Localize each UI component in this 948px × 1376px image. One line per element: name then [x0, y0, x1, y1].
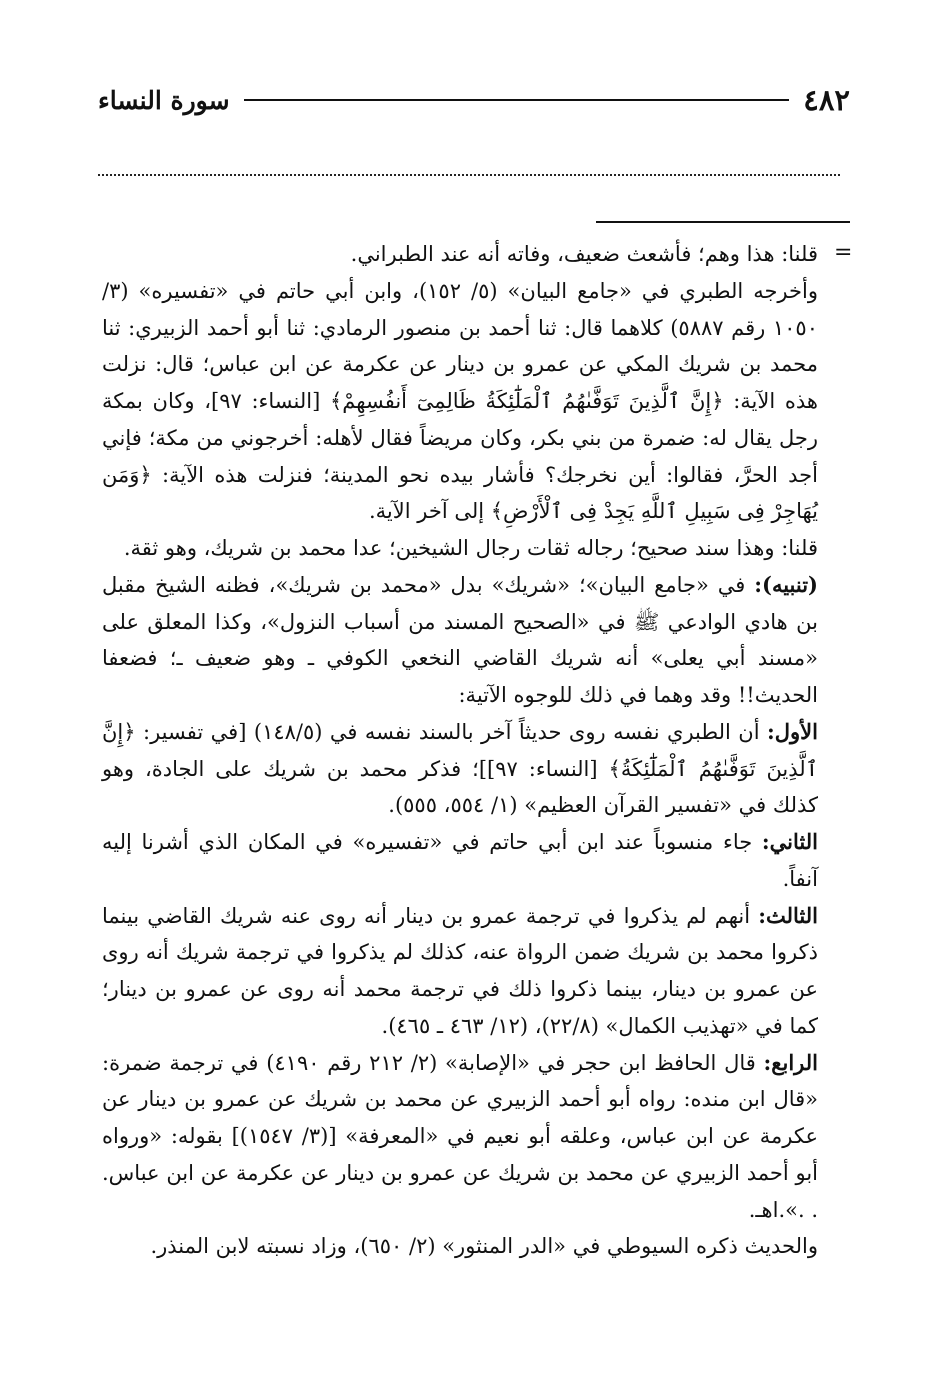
paragraph: [102, 1045, 818, 1229]
paragraph-lead: (تنبيه):: [754, 571, 818, 597]
continuation-mark: =: [834, 240, 853, 265]
paragraph-text: قلنا: هذا وهم؛ فأشعث ضعيف، وفاته أنه عند الطبراني.: [350, 242, 818, 266]
paragraph-text: أن الطبري نفسه روى حديثاً آخر بالسند نفسه في (١٤٨/٥) [في تفسير: ﴿إِنَّ ٱلَّذِينَ تَوَفَّىٰهُمُ ٱلْمَلَٰٓئِكَةُ﴾ [النساء: ٩٧]]؛ فذكر محمد بن شريك على الجادة، وهو كذلك في «تفسير القرآن العظيم» (١/ ٥٥٤، ٥٥٥).: [102, 719, 819, 818]
footnote-body: [102, 236, 818, 1265]
paragraph: [102, 714, 818, 824]
paragraph: [102, 567, 818, 714]
page-header: [98, 76, 850, 124]
paragraph-text: في «جامع البيان»؛ «شريك» بدل «محمد بن شريك»، فظنه الشيخ مقبل بن هادي الوادعي ﷺ في «الصحيح المسند من أسباب النزول»، وكذا المعلق على «مسند أبي يعلى» أنه شريك القاضي النخعي الكوفي ـ وهو ضعيف ـ؛ فضعفا الحديث!! وقد وهما في ذلك للوجوه الآتية:: [102, 572, 818, 707]
paragraph-text: قلنا: وهذا سند صحيح؛ رجاله ثقات رجال الشيخين؛ عدا محمد بن شريك، وهو ثقة.: [123, 536, 818, 560]
paragraph-text: وأخرجه الطبري في «جامع البيان» (٥/ ١٥٢)، وابن أبي حاتم في «تفسيره» (٣/ ١٠٥٠ رقم ٥٨٨٧) كلاهما قال: ثنا أحمد بن منصور الرمادي: ثنا أبو أحمد الزبيري: ثنا محمد بن شريك المكي عن عمرو بن دينار عن عكرمة عن ابن عباس؛ قال: نزلت هذه الآية: ﴿إِنَّ ٱلَّذِينَ تَوَفَّىٰهُمُ ٱلْمَلَٰٓئِكَةُ ظَالِمِىٓ أَنفُسِهِمْ﴾ [النساء: ٩٧]، وكان بمكة رجل يقال له: ضمرة من بني بكر، وكان مريضاً فقال لأهله: أخرجوني من مكة؛ فإني أجد الحرَّ، فقالوا: أين نخرجك؟ فأشار بيده نحو المدينة؛ فنزلت هذه الآية: ﴿وَمَن يُهَاجِرْ فِى سَبِيلِ ٱللَّهِ يَجِدْ فِى ٱلْأَرْضِ﴾ إلى آخر الآية.: [102, 278, 818, 524]
paragraph: [102, 236, 818, 273]
paragraph-lead: الثالث:: [758, 902, 818, 928]
paragraph: [102, 530, 818, 567]
paragraph-text: قال الحافظ ابن حجر في «الإصابة» (٢/ ٢١٢ رقم ٤١٩٠) في ترجمة ضمرة: «قال ابن منده: رواه أبو أحمد الزبيري عن محمد بن شريك عن عمرو بن دينار عن عكرمة عن ابن عباس، وعلقه أبو نعيم في «المعرفة» [(٣/ ١٥٤٧)] بقوله: «ورواه أبو أحمد الزبيري عن محمد بن شريك عن عمرو بن دينار عن عكرمة عن ابن عباس. . .».اهـ.: [102, 1050, 818, 1222]
paragraph: [102, 1228, 818, 1265]
surah-title: سورة النساء: [98, 85, 230, 115]
page-number: ٤٨٢: [803, 83, 850, 117]
paragraph: [102, 273, 818, 530]
footnote-rule: [596, 221, 850, 223]
paragraph-text: أنهم لم يذكروا في ترجمة عمرو بن دينار أنه روى عنه شريك القاضي بينما ذكروا محمد بن شريك ضمن الرواة عنه، كذلك لم يذكروا في ترجمة شريك أنه روى عن عمرو بن دينار، بينما ذكروا ذلك في ترجمة محمد أنه روى عن عمرو بن دينار؛ كما في «تهذيب الكمال» (٢٢/٨)، (١٢/ ٤٦٣ ـ ٤٦٥).: [102, 903, 818, 1038]
header-rule: [244, 99, 790, 101]
paragraph-lead: الرابع:: [763, 1049, 818, 1075]
paragraph: [102, 824, 818, 898]
paragraph-lead: الأول:: [767, 718, 818, 744]
dotted-separator: [98, 174, 840, 176]
paragraph-text: والحديث ذكره السيوطي في «الدر المنثور» (٢/ ٦٥٠)، وزاد نسبته لابن المنذر.: [150, 1234, 818, 1259]
paragraph-lead: الثاني:: [761, 829, 818, 854]
paragraph-text: جاء منسوباً عند ابن أبي حاتم في «تفسيره» في المكان الذي أشرنا إليه آنفاً.: [102, 830, 818, 891]
paragraph: [102, 898, 818, 1045]
